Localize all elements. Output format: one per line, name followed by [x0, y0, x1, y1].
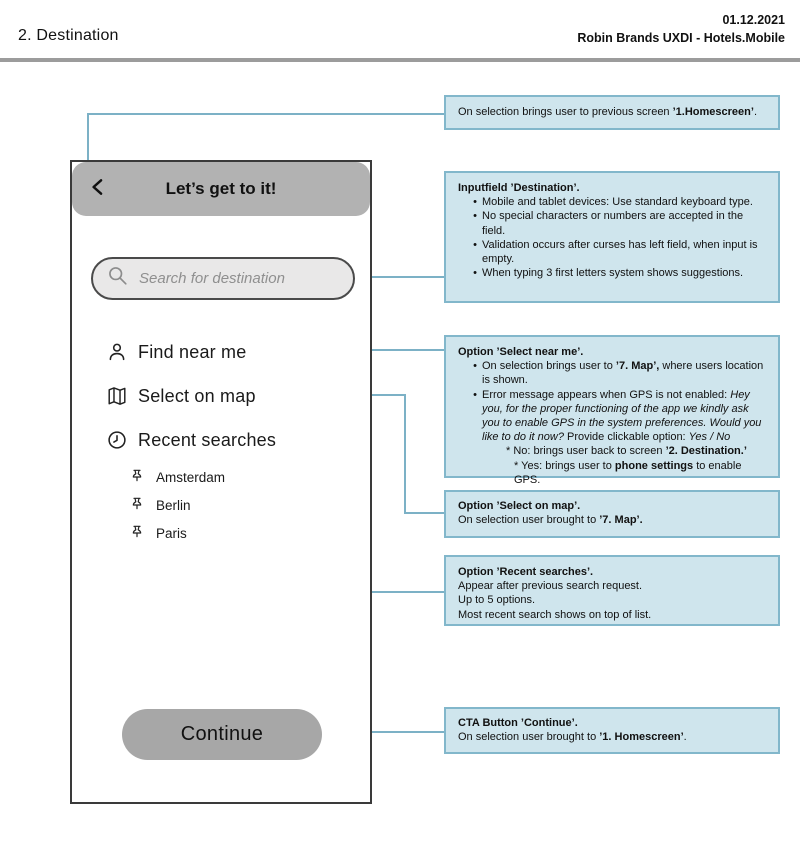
annotation-select-on-map: Option ’Select on map’. On selection user brought to ’7. Map’.: [444, 490, 780, 538]
annotation-back-navigation: On selection brings user to previous screen ’1.Homescreen’.: [444, 95, 780, 130]
recent-search-item[interactable]: [128, 522, 187, 544]
connector-back-horizontal: [87, 113, 444, 115]
search-input[interactable]: [139, 270, 339, 287]
pin-icon: [128, 496, 145, 515]
annotation-cta-continue: CTA Button ’Continue’. On selection user brought to ’1. Homescreen’.: [444, 707, 780, 754]
map-icon: [106, 385, 128, 407]
magnifier-icon: [107, 265, 139, 292]
pin-icon: [128, 468, 145, 487]
option-label: Find near me: [138, 341, 247, 362]
connector-on-map-h2: [404, 512, 444, 514]
option-find-near-me[interactable]: [106, 339, 246, 365]
recent-search-item[interactable]: [128, 466, 225, 488]
page-author: Robin Brands UXDI - Hotels.Mobile: [577, 31, 785, 45]
recent-label: Berlin: [156, 497, 191, 513]
page-title: 2. Destination: [18, 27, 119, 44]
option-label: Recent searches: [138, 429, 277, 450]
recent-search-item[interactable]: [128, 494, 191, 516]
page-meta: [577, 11, 785, 47]
phone-screen-title: Let’s get to it!: [165, 179, 277, 198]
continue-button[interactable]: [122, 709, 322, 760]
back-button[interactable]: [87, 177, 111, 201]
header-divider: [0, 58, 800, 62]
annotation-inputfield-destination: Inputfield ’Destination’. • Mobile and tablet devices: Use standard keyboard type. • No special characters or numbers are accepted in the field. • Validation occurs after curses has left field, when input is empty. • When typing 3 first letters system shows suggestions.: [444, 171, 780, 303]
pin-icon: [128, 524, 145, 543]
option-select-on-map[interactable]: [106, 383, 256, 409]
annotation-select-near-me: Option ’Select near me’. • On selection brings user to ’7. Map’, where users location is shown. • Error message appears when GPS is not enabled: Hey you, for the proper functioning of the app we kindly ask you to enable GPS in the system preferences. Would you like to do it now? Provide clickable option: Yes / No * No: brings user back to screen ’2. Destination.’ * Yes: brings user to phone settings to enable GPS.: [444, 335, 780, 478]
connector-on-map-v: [404, 394, 406, 514]
page-date: 01.12.2021: [722, 13, 785, 27]
destination-search-field[interactable]: [91, 257, 355, 300]
person-icon: [106, 341, 128, 363]
phone-frame: [70, 160, 372, 804]
clock-icon: [106, 429, 128, 451]
continue-button-label: Continue: [180, 723, 264, 745]
option-label: Select on map: [138, 385, 256, 406]
option-recent-searches[interactable]: [106, 427, 276, 453]
phone-header: [72, 162, 370, 216]
recent-label: Paris: [156, 525, 187, 541]
annotation-recent-searches: Option ’Recent searches’. Appear after previous search request. Up to 5 options. Most recent search shows on top of list.: [444, 555, 780, 626]
recent-label: Amsterdam: [156, 469, 226, 485]
chevron-left-icon: [89, 177, 109, 202]
